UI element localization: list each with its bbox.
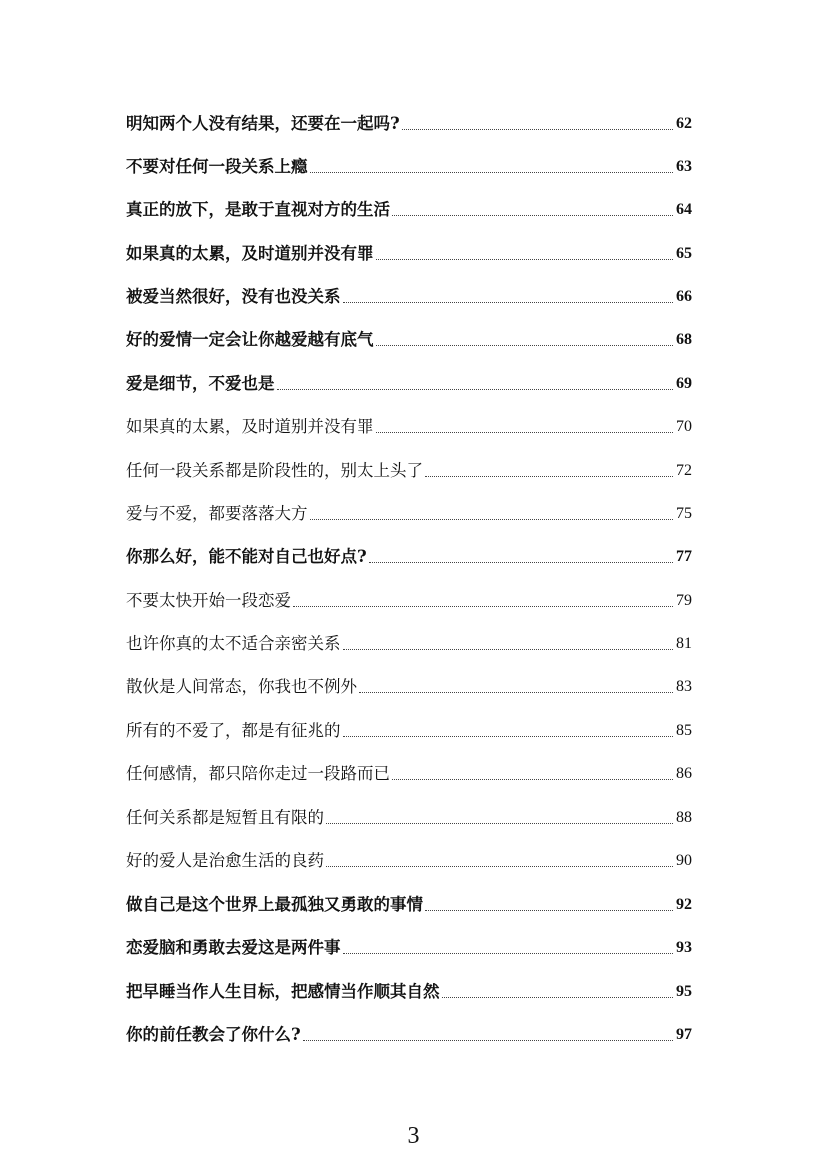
dot-leader [343, 953, 674, 954]
toc-entry-title: 把早睡当作人生目标，把感情当作顺其自然 [126, 982, 440, 1001]
toc-entry-title: 如果真的太累，及时道别并没有罪 [126, 244, 374, 263]
dot-leader [343, 736, 674, 737]
dot-leader [293, 606, 673, 607]
toc-entry-page: 93 [676, 939, 692, 956]
toc-entry[interactable] [126, 409, 692, 437]
toc-entry[interactable] [126, 279, 692, 307]
dot-leader [425, 910, 673, 911]
toc-entry-page: 75 [676, 505, 692, 522]
toc-entry-page: 83 [676, 678, 692, 695]
dot-leader [343, 302, 674, 303]
toc-entry-title: 你那么好，能不能对自己也好点? [126, 547, 367, 566]
toc-entry-title: 散伙是人间常态，你我也不例外 [126, 677, 357, 696]
page-number: 3 [407, 1123, 420, 1149]
dot-leader [369, 562, 673, 563]
toc-entry-page: 88 [676, 809, 692, 826]
toc-entry[interactable] [126, 539, 692, 567]
toc-entry[interactable] [126, 930, 692, 958]
dot-leader [392, 779, 673, 780]
toc-entry-title: 明知两个人没有结果，还要在一起吗? [126, 114, 400, 133]
toc-entry-page: 97 [676, 1026, 692, 1043]
dot-leader [376, 345, 674, 346]
toc-entry[interactable] [126, 669, 692, 697]
toc-entry-title: 恋爱脑和勇敢去爱这是两件事 [126, 938, 341, 957]
dot-leader [277, 389, 674, 390]
toc-entry-title: 如果真的太累，及时道别并没有罪 [126, 417, 374, 436]
toc-entry-page: 92 [676, 896, 692, 913]
toc-entry[interactable] [126, 149, 692, 177]
toc-entry-page: 66 [676, 288, 692, 305]
toc-entry-title: 好的爱情一定会让你越爱越有底气 [126, 330, 374, 349]
dot-leader [442, 997, 674, 998]
toc-entry-page: 86 [676, 765, 692, 782]
toc-entry-page: 85 [676, 722, 692, 739]
toc-entry-title: 你的前任教会了你什么? [126, 1025, 301, 1044]
toc-entry[interactable] [126, 843, 692, 871]
toc-entry-page: 72 [676, 462, 692, 479]
toc-entry[interactable] [126, 756, 692, 784]
toc-entry-title: 所有的不爱了，都是有征兆的 [126, 721, 341, 740]
toc-entry-page: 70 [676, 418, 692, 435]
toc-entry-page: 62 [676, 115, 692, 132]
dot-leader [303, 1040, 673, 1041]
dot-leader [310, 172, 674, 173]
toc-entry-page: 63 [676, 158, 692, 175]
toc-entry-title: 做自己是这个世界上最孤独又勇敢的事情 [126, 895, 423, 914]
toc-entry[interactable] [126, 887, 692, 915]
toc-entry-page: 69 [676, 375, 692, 392]
toc-entry[interactable] [126, 1017, 692, 1045]
toc-entry-title: 爱与不爱，都要落落大方 [126, 504, 308, 523]
dot-leader [310, 519, 674, 520]
toc-entry-page: 79 [676, 592, 692, 609]
toc-entry[interactable] [126, 106, 692, 134]
dot-leader [392, 215, 673, 216]
dot-leader [402, 129, 673, 130]
dot-leader [343, 649, 674, 650]
toc-entry-title: 任何感情，都只陪你走过一段路而已 [126, 764, 390, 783]
toc-entry[interactable] [126, 713, 692, 741]
toc-entry[interactable] [126, 192, 692, 220]
toc-entry-page: 81 [676, 635, 692, 652]
toc-entry-title: 真正的放下，是敢于直视对方的生活 [126, 200, 390, 219]
toc-entry-page: 65 [676, 245, 692, 262]
toc-entry-title: 爱是细节，不爱也是 [126, 374, 275, 393]
toc-entry-title: 不要对任何一段关系上瘾 [126, 157, 308, 176]
toc-entry-page: 90 [676, 852, 692, 869]
toc-entry-page: 95 [676, 983, 692, 1000]
toc-entry-page: 77 [676, 548, 692, 565]
toc-entry-title: 任何关系都是短暂且有限的 [126, 808, 324, 827]
dot-leader [425, 476, 673, 477]
toc-entry-page: 64 [676, 201, 692, 218]
toc-entry[interactable] [126, 453, 692, 481]
toc-entry[interactable] [126, 322, 692, 350]
toc-entry[interactable] [126, 366, 692, 394]
toc-entry[interactable] [126, 800, 692, 828]
toc-entry-page: 68 [676, 331, 692, 348]
toc-entry-title: 也许你真的太不适合亲密关系 [126, 634, 341, 653]
dot-leader [376, 259, 674, 260]
toc-entry-title: 不要太快开始一段恋爱 [126, 591, 291, 610]
dot-leader [326, 823, 673, 824]
dot-leader [376, 432, 674, 433]
toc-entry[interactable] [126, 496, 692, 524]
toc-entry[interactable] [126, 974, 692, 1002]
toc-entry[interactable] [126, 236, 692, 264]
dot-leader [359, 692, 673, 693]
toc-entry-title: 任何一段关系都是阶段性的，别太上头了 [126, 461, 423, 480]
toc-entry[interactable] [126, 626, 692, 654]
toc-entry-title: 好的爱人是治愈生活的良药 [126, 851, 324, 870]
toc-entry-title: 被爱当然很好，没有也没关系 [126, 287, 341, 306]
toc-entry[interactable] [126, 583, 692, 611]
dot-leader [326, 866, 673, 867]
